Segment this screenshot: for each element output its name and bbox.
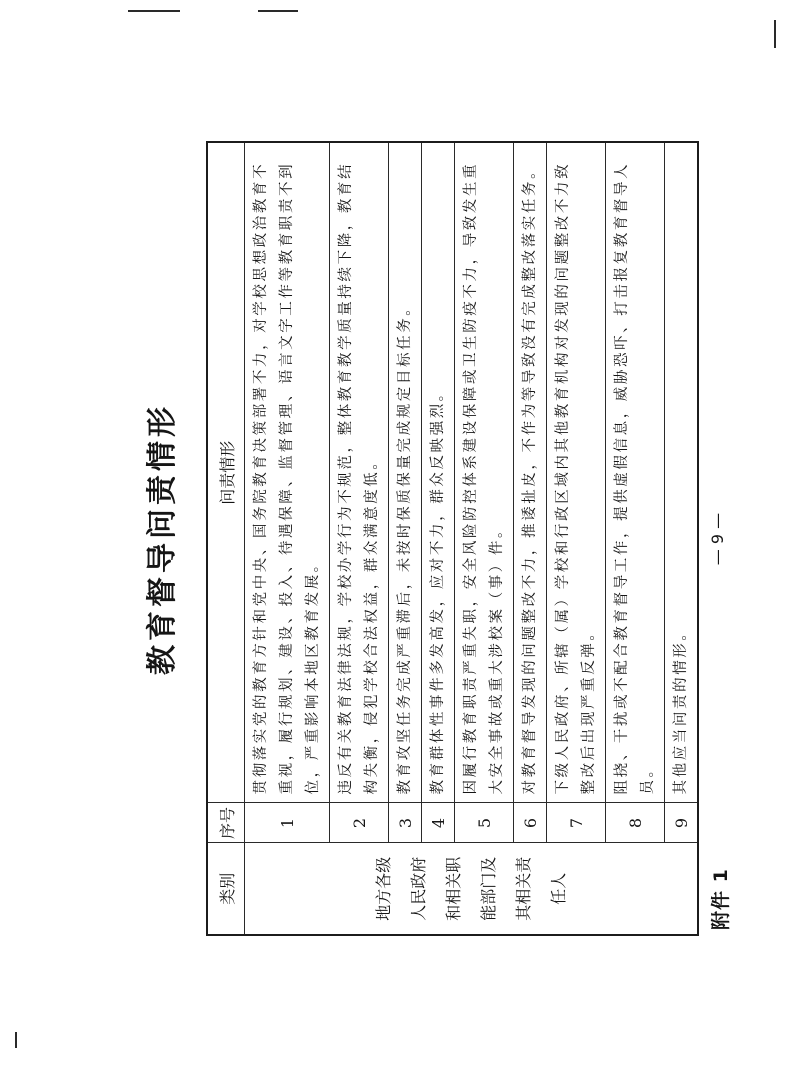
row-number: 9 bbox=[665, 803, 699, 843]
table-row bbox=[422, 142, 455, 935]
accountability-table bbox=[206, 141, 699, 936]
row-text: 对教育督导发现的问题整改不力，推诿扯皮，不作为等导致没有完成整改落实任务。 bbox=[514, 142, 547, 803]
table-row bbox=[514, 142, 547, 935]
table-row bbox=[606, 142, 665, 935]
category-cell: 地方各级人民政府和相关职能部门及其相关责任人 bbox=[245, 843, 699, 935]
table-row bbox=[665, 142, 699, 935]
attachment-label: 附件 1 bbox=[710, 868, 732, 930]
table-row bbox=[245, 142, 330, 935]
table-row bbox=[455, 142, 514, 935]
table-row bbox=[547, 142, 606, 935]
row-text: 其他应当问责的情形。 bbox=[665, 142, 699, 803]
header-situation: 问责情形 bbox=[207, 142, 245, 803]
row-number: 3 bbox=[389, 803, 422, 843]
header-category: 类别 bbox=[207, 843, 245, 935]
table-row bbox=[330, 142, 389, 935]
row-number: 1 bbox=[245, 803, 330, 843]
row-number: 2 bbox=[330, 803, 389, 843]
row-text: 教育群体性事件多发高发，应对不力，群众反映强烈。 bbox=[422, 142, 455, 803]
table-row bbox=[389, 142, 422, 935]
header-number: 序号 bbox=[207, 803, 245, 843]
row-text: 下级人民政府、所辖（属）学校和行政区域内其他教育机构对发现的问题整改不力致整改后出现严重反弹。 bbox=[547, 142, 606, 803]
row-text: 因履行教育职责严重失职，安全风险防控体系建设保障或卫生防疫不力，导致发生重大安全事故或重大涉校案（事）件。 bbox=[455, 142, 514, 803]
row-number: 6 bbox=[514, 803, 547, 843]
row-text: 违反有关教育法律法规，学校办学行为不规范，整体教育教学质量持续下降，教育结构失衡，侵犯学校合法权益，群众满意度低。 bbox=[330, 142, 389, 803]
row-text: 贯彻落实党的教育方针和党中央、国务院教育决策部署不力，对学校思想政治教育不重视，履行规划、建设、投入、待遇保障、监督管理、语言文字工作等教育职责不到位，严重影响本地区教育发展。 bbox=[245, 142, 330, 803]
page-number: — 9 — bbox=[708, 512, 727, 566]
row-number: 4 bbox=[422, 803, 455, 843]
document-title: 教育督导问责情形 bbox=[145, 403, 180, 675]
row-number: 8 bbox=[606, 803, 665, 843]
row-text: 阻挠、干扰或不配合教育督导工作，提供虚假信息，威胁恐吓、打击报复教育督导人员。 bbox=[606, 142, 665, 803]
table-header-row bbox=[207, 142, 245, 935]
row-number: 5 bbox=[455, 803, 514, 843]
row-number: 7 bbox=[547, 803, 606, 843]
row-text: 教育攻坚任务完成严重滞后，未按时保质保量完成规定目标任务。 bbox=[389, 142, 422, 803]
